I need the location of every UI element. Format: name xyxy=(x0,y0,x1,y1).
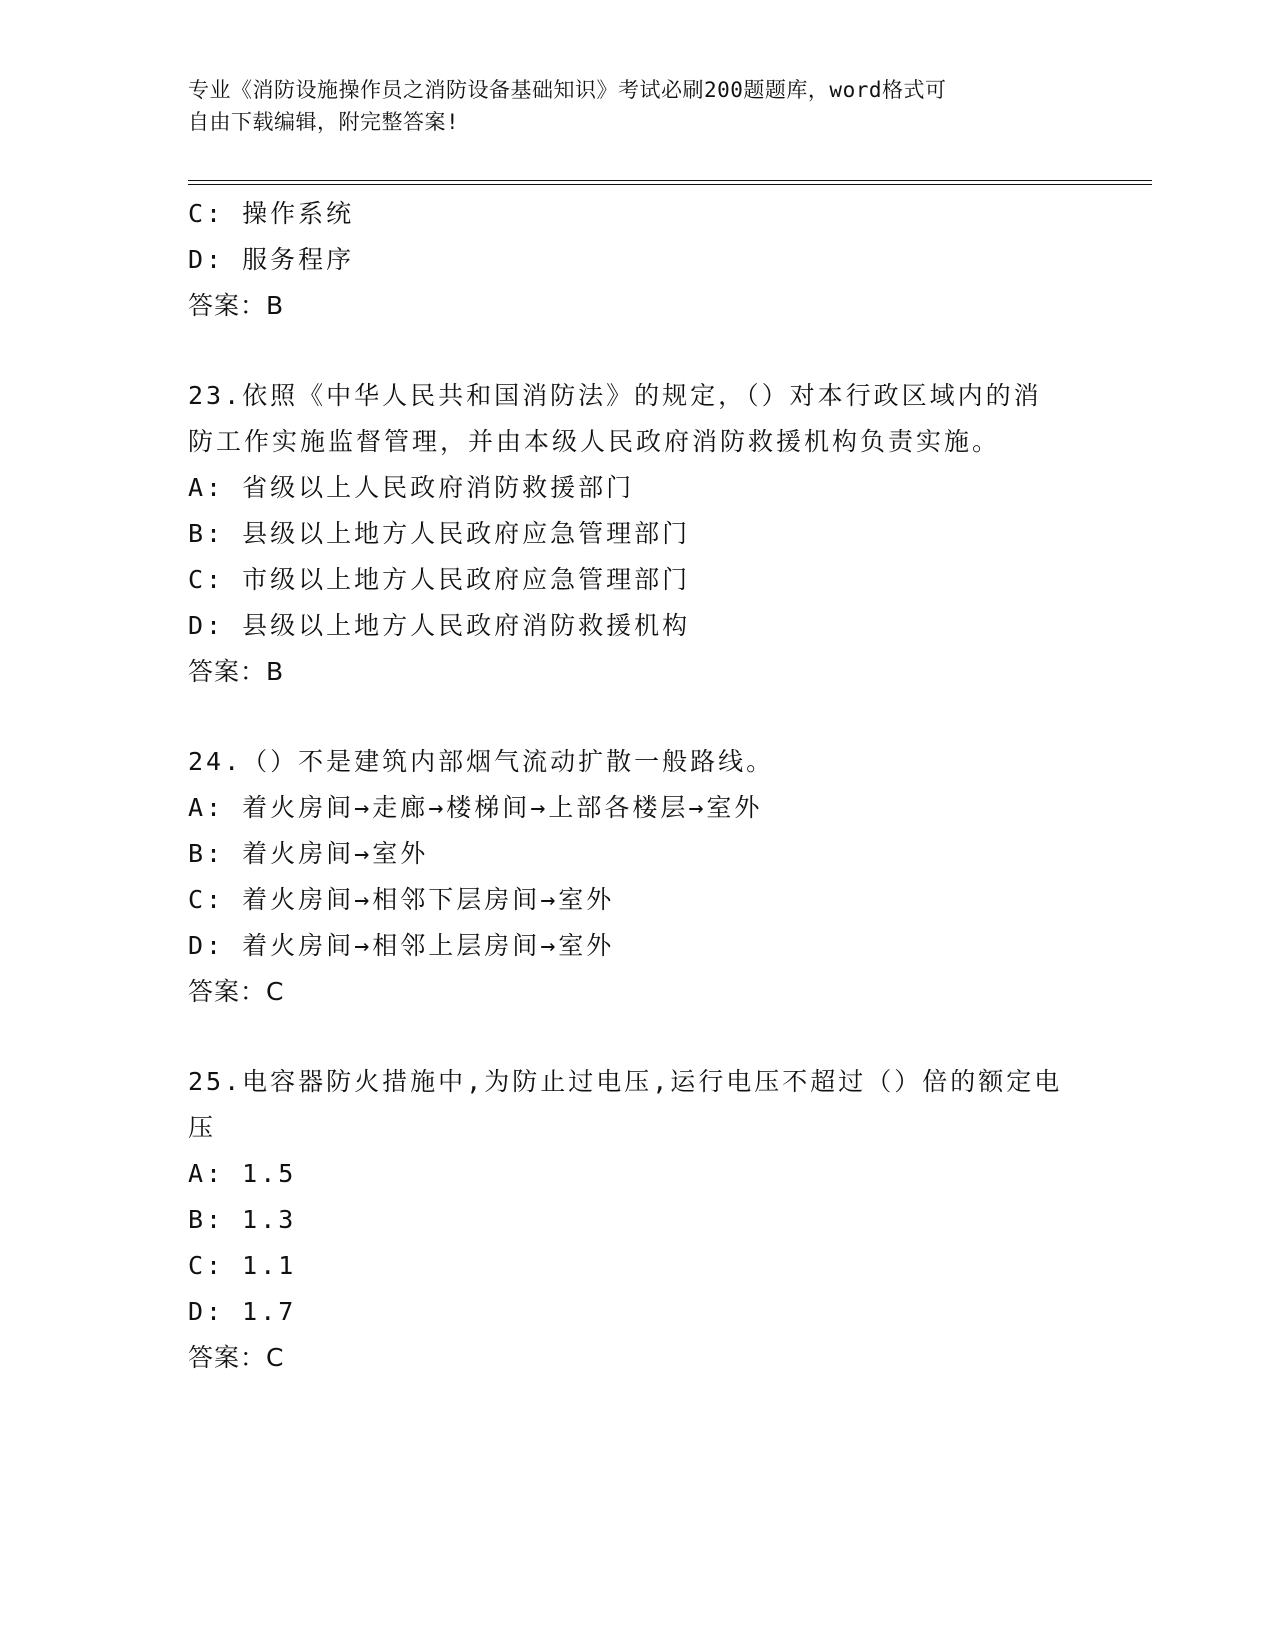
option-c: C: 市级以上地方人民政府应急管理部门 xyxy=(188,565,691,594)
question-25 xyxy=(188,1059,1148,1381)
question-24 xyxy=(188,739,1148,1015)
question-list xyxy=(188,191,1148,1381)
option-d: D: 县级以上地方人民政府消防救援机构 xyxy=(188,611,691,640)
option-b: B: 着火房间→室外 xyxy=(188,839,429,868)
question-23 xyxy=(188,373,1148,695)
option-d: D: 着火房间→相邻上层房间→室外 xyxy=(188,931,615,960)
document-header xyxy=(188,74,1088,138)
header-line-2: 自由下载编辑，附完整答案! xyxy=(188,110,460,134)
option-c: C: 1.1 xyxy=(188,1251,297,1280)
option-c: C: 操作系统 xyxy=(188,199,355,228)
option-a: A: 1.5 xyxy=(188,1159,297,1188)
header-line-1: 专业《消防设施操作员之消防设备基础知识》考试必刷200题题库，word格式可 xyxy=(188,78,947,102)
option-a: A: 着火房间→走廊→楼梯间→上部各楼层→室外 xyxy=(188,793,763,822)
answer-line: 答案：B xyxy=(188,657,285,686)
option-d: D: 服务程序 xyxy=(188,245,355,274)
option-b: B: 县级以上地方人民政府应急管理部门 xyxy=(188,519,691,548)
answer-line: 答案：C xyxy=(188,977,285,1006)
option-c: C: 着火房间→相邻下层房间→室外 xyxy=(188,885,615,914)
option-d: D: 1.7 xyxy=(188,1297,297,1326)
answer-line: 答案：B xyxy=(188,291,285,320)
answer-line: 答案：C xyxy=(188,1343,285,1372)
option-b: B: 1.3 xyxy=(188,1205,297,1234)
question-fragment xyxy=(188,191,1148,329)
question-text-line: 防工作实施监督管理，并由本级人民政府消防救援机构负责实施。 xyxy=(188,427,1001,456)
question-text-line: 24.（）不是建筑内部烟气流动扩散一般路线。 xyxy=(188,747,775,776)
question-text-line: 压 xyxy=(188,1113,217,1142)
question-text-line: 25.电容器防火措施中,为防止过电压,运行电压不超过（）倍的额定电 xyxy=(188,1067,1063,1096)
option-a: A: 省级以上人民政府消防救援部门 xyxy=(188,473,635,502)
header-divider xyxy=(188,180,1152,185)
question-text-line: 23.依照《中华人民共和国消防法》的规定，（）对本行政区域内的消 xyxy=(188,381,1042,410)
